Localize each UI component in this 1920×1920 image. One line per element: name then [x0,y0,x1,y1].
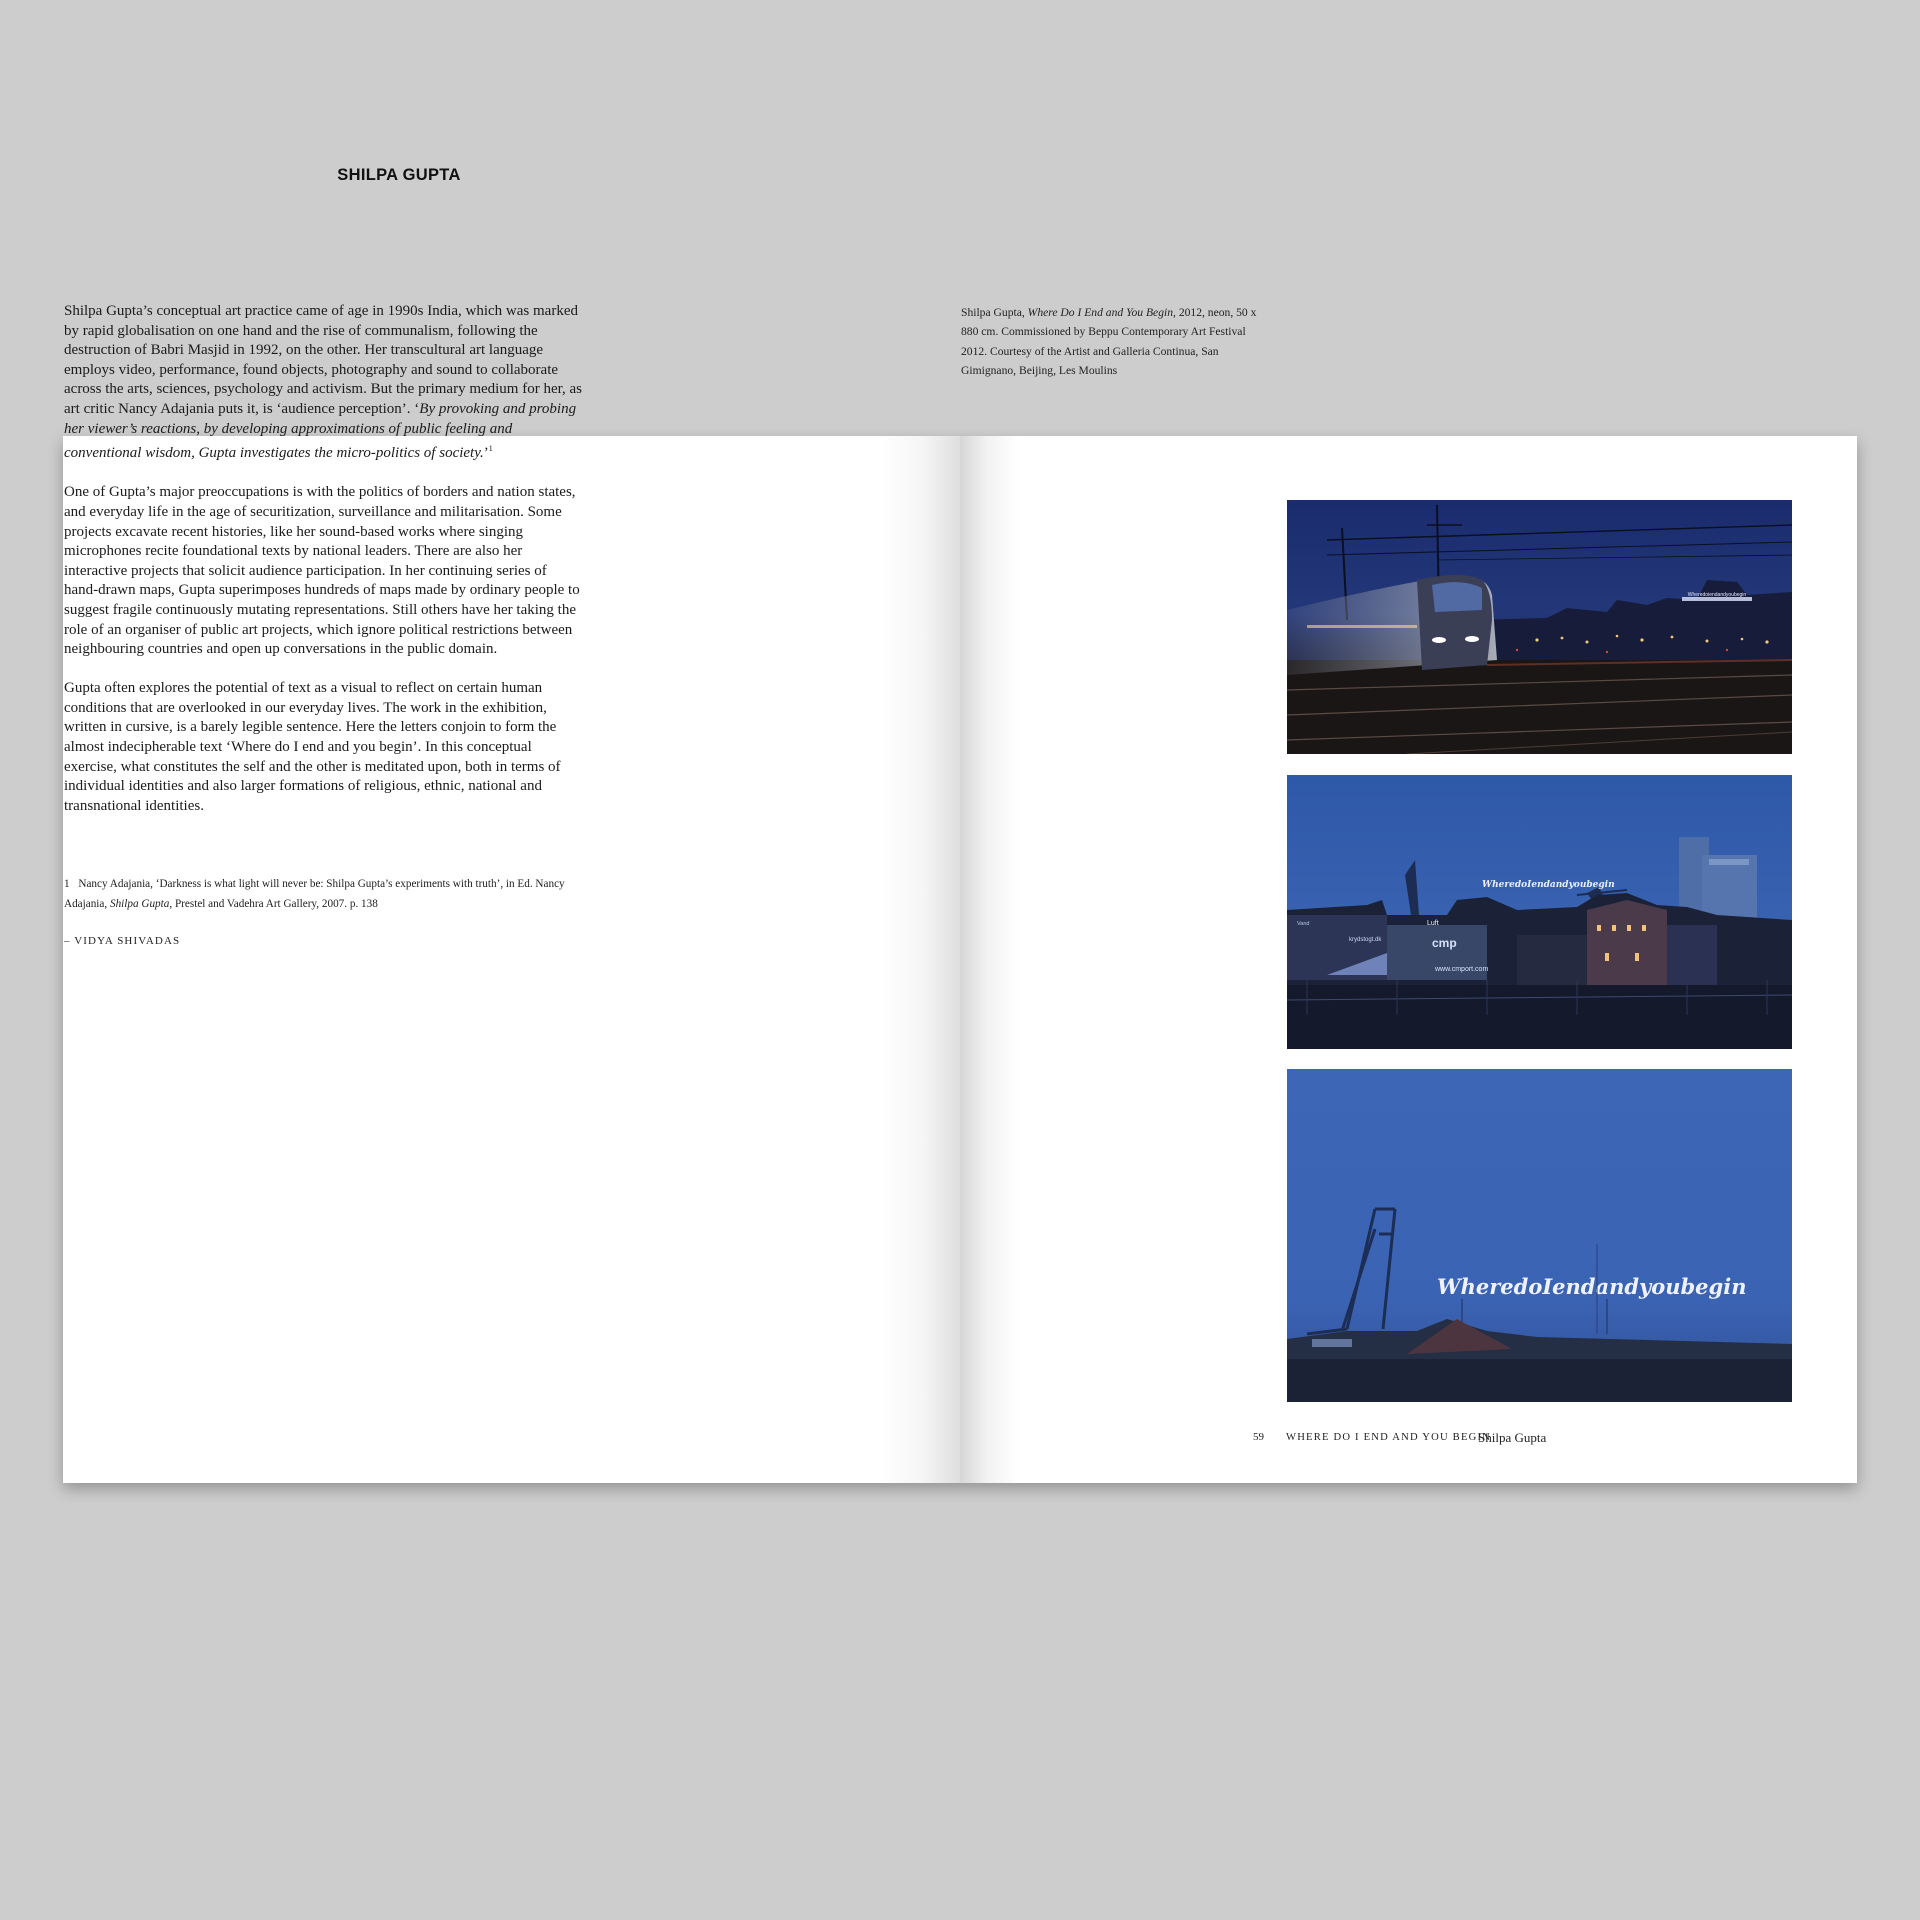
footnote-book-title: Shilpa Gupta [109,897,170,910]
distant-sign-text: Wheredoiendandyoubegin [1687,592,1747,598]
article-title: SHILPA GUPTA [337,166,461,184]
paragraph-3: Gupta often explores the potential of text as a visual to reflect on certain human conditions that are overlooked in our everyday lives. The work in the exhibition, written in cursive, is a barely legible sentence. Here the letters conjoin to form the almost indecipherable text ‘Where do I end and you begin’. In this conceptual exercise, what constitutes the self and the other is meditated upon, both in terms of individual identities and also larger formations of religious, ethnic, national and transnational identities. [64,680,561,814]
paragraph-1-text: Shilpa Gupta’s conceptual art practice came of age in 1990s India, which was marked by rapid globalisation on one hand and the rise of communalism, following the destruction of Babri Masjid in 1992, on the other. Her transcultural art language employs video, performance, found objects, photography and sound to collaborate across the arts, sciences, psychology and activism. But the primary medium for her, as art critic Nancy Adajania puts it, is ‘audience perception’. ‘ [64,303,583,417]
photo-caption [961,303,1261,381]
caption-artist: Shilpa Gupta, [961,306,1028,319]
footnote-text-end: , Prestel and Vadehra Art Gallery, 2007. p. 138 [169,897,378,910]
caption-details: , 2012, neon, 50 x 880 cm. Commissioned by Beppu Contemporary Art Festival 2012. Courtesy of the Artist and Galleria Continua, San Gimignano, Beijing, Les Moulins [961,306,1257,378]
quote-close: ’ [483,445,489,462]
photo2-neon-text: WheredoIendandyoubegin [1482,880,1615,890]
billboard-text-4: cmp [1432,936,1457,950]
footnote [64,875,604,914]
page-number: 59 [1253,1431,1264,1443]
footnote-text: Nancy Adajania, ‘Darkness is what light will never be: Shilpa Gupta’s experiments with truth’, in Ed. Nancy Adajania, [64,878,565,910]
author-byline: – VIDYA SHIVADAS [64,935,181,947]
running-artist: Shilpa Gupta [1478,1430,1547,1445]
photo-harbour-svg [1287,775,1792,1049]
running-title: WHERE DO I END AND YOU BEGIN [1286,1432,1492,1443]
footnote-number: 1 [64,878,70,890]
photo-train-svg [1287,500,1792,754]
billboard-text-3: krydstogt.dk [1349,937,1382,943]
photo-harbour-dusk [1287,775,1792,1049]
billboard-text-2: Luft [1427,920,1439,927]
quote: By provoking and probing her viewer’s reactions, by developing approximations of public feeling and conventional wisdom, Gupta investigates the micro-politics of society. [64,400,577,462]
photo-neon-svg [1287,1069,1792,1402]
caption-work-title: Where Do I End and You Begin [1027,306,1174,319]
photo-neon-sign [1287,1069,1792,1402]
article-body [64,302,584,836]
billboard-text-1: Vand [1297,921,1310,927]
photo3-neon-text: WheredoIendandyoubegin [1437,1274,1747,1299]
footnote-mark: 1 [488,444,493,454]
paragraph-1 [64,302,584,464]
paragraph-2: One of Gupta’s major preoccupations is with the politics of borders and nation states, and everyday life in the age of securitization, surveillance and militarisation. Some projects excavate recent histories, like her sound-based works where singing microphones recite foundational texts by national leaders. There are also her interactive projects that solicit audience participation. In her continuing series of hand-drawn maps, Gupta superimposes hundreds of maps made by ordinary people to suggest fragile continuously mutating representations. Still others have her taking the role of an organiser of public art projects, which ignore political restrictions between neighbouring countries and open up conversations in the public domain. [64,484,580,658]
billboard-text-5: www.cmport.com [1435,966,1489,973]
photo-train-night [1287,500,1792,754]
